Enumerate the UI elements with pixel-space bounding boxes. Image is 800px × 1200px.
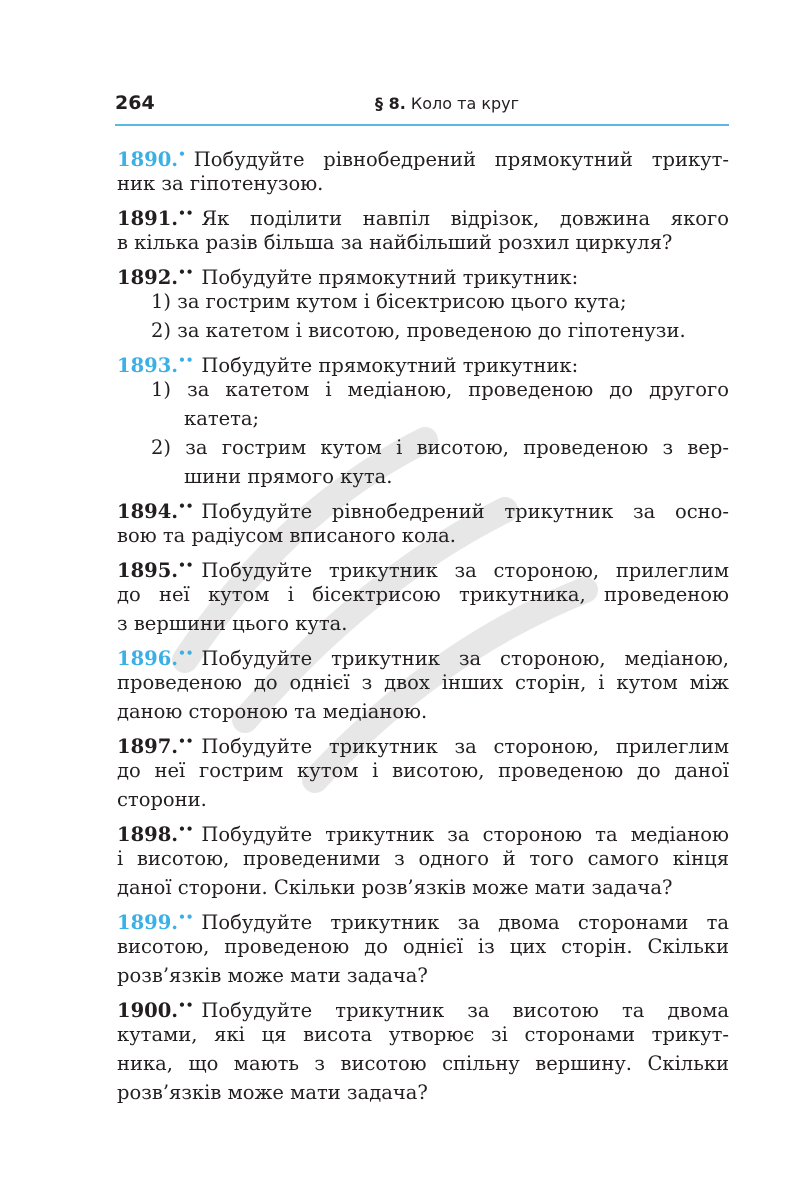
problem-1897 — [117, 727, 729, 814]
problem-text-line: до неї гострим кутом і висотою, проведеною до даної — [117, 759, 729, 782]
problem-text-line: в кілька разів більша за найбільший розхил циркуля? — [117, 231, 673, 254]
problem-text-line: сторони. — [117, 788, 207, 811]
problem-text-line: даної сторони. Скільки розв’язків може мати задача? — [117, 876, 673, 899]
problem-1890 — [117, 140, 729, 198]
sub-items — [117, 375, 729, 491]
sub-item-continuation: катета; — [184, 407, 260, 430]
problem-text-line: Побудуйте рівнобедрений прямокутний трикут- — [193, 148, 729, 171]
difficulty-mark: •• — [178, 822, 194, 836]
problem-1900 — [117, 991, 729, 1107]
problem-text-line: висотою, проведеною до однієї із цих сторін. Скільки — [117, 935, 729, 958]
sub-item: 2) за гострим кутом і висотою, проведеною з вер- — [151, 436, 729, 459]
problem-list — [117, 140, 729, 1108]
sub-item: 1) за гострим кутом і бісектрисою цього кута; — [151, 290, 627, 313]
problem-text-line: Як поділити навпіл відрізок, довжина якого — [201, 207, 729, 230]
problem-text-line: вою та радіусом вписаного кола. — [117, 524, 456, 547]
problem-text-line: даною стороною та медіаною. — [117, 700, 428, 723]
difficulty-mark: •• — [178, 206, 194, 220]
problem-text-line: розв’язків може мати задача? — [117, 1081, 428, 1104]
problem-text-line: Побудуйте трикутник за стороною, прилеглим — [201, 559, 729, 582]
problem-text-line: ника, що мають з висотою спільну вершину. Скільки — [117, 1052, 729, 1075]
sub-items — [117, 287, 729, 345]
running-title — [375, 94, 519, 113]
problem-number: 1898. — [117, 823, 179, 846]
problem-text-line: Побудуйте рівнобедрений трикутник за осно- — [201, 500, 729, 523]
problem-1898 — [117, 815, 729, 902]
problem-number: 1899. — [117, 911, 179, 934]
sub-item-continuation: шини прямого кута. — [184, 465, 393, 488]
section-number: § 8. — [375, 94, 406, 113]
page-header — [115, 92, 729, 126]
problem-number: 1896. — [117, 647, 179, 670]
problem-text-line: Побудуйте трикутник за стороною, прилеглим — [201, 735, 729, 758]
problem-1893 — [117, 346, 729, 491]
section-title: Коло та круг — [410, 94, 520, 113]
difficulty-mark: •• — [178, 734, 194, 748]
difficulty-mark: •• — [178, 558, 194, 572]
problem-text-line: Побудуйте трикутник за висотою та двома — [201, 999, 729, 1022]
sub-item: 1) за катетом і медіаною, проведеною до другого — [151, 378, 729, 401]
sub-item: 2) за катетом і висотою, проведеною до гіпотенузи. — [151, 319, 686, 342]
problem-text-line: проведеною до однієї з двох інших сторін, і кутом між — [117, 671, 729, 694]
difficulty-mark: •• — [178, 265, 194, 279]
problem-1896 — [117, 639, 729, 726]
problem-text-line: і висотою, проведеними з одного й того самого кінця — [117, 847, 729, 870]
problem-number: 1895. — [117, 559, 179, 582]
problem-1894 — [117, 492, 729, 550]
problem-1895 — [117, 551, 729, 638]
difficulty-mark: •• — [178, 910, 194, 924]
problem-text-line: розв’язків може мати задача? — [117, 964, 428, 987]
problem-number: 1893. — [117, 354, 179, 377]
problem-text-line: Побудуйте трикутник за двома сторонами та — [201, 911, 729, 934]
difficulty-mark: • — [178, 147, 186, 161]
difficulty-mark: •• — [178, 998, 194, 1012]
problem-text-line: Побудуйте трикутник за стороною, медіаною, — [201, 647, 729, 670]
problem-1892 — [117, 258, 729, 345]
page-number: 264 — [115, 92, 155, 114]
difficulty-mark: •• — [178, 499, 194, 513]
problem-text-line: з вершини цього кута. — [117, 612, 348, 635]
problem-text-line: ник за гіпотенузою. — [117, 172, 324, 195]
problem-text-line: кутами, які ця висота утворює зі сторонами трикут- — [117, 1023, 729, 1046]
problem-text-line: Побудуйте прямокутний трикутник: — [201, 354, 579, 377]
problem-number: 1890. — [117, 148, 179, 171]
problem-number: 1892. — [117, 266, 179, 289]
problem-1891 — [117, 199, 729, 257]
difficulty-mark: •• — [178, 353, 194, 367]
difficulty-mark: •• — [178, 646, 194, 660]
problem-number: 1897. — [117, 735, 179, 758]
problem-text-line: до неї кутом і бісектрисою трикутника, проведеною — [117, 583, 729, 606]
problem-text-line: Побудуйте прямокутний трикутник: — [201, 266, 579, 289]
problem-number: 1891. — [117, 207, 179, 230]
problem-number: 1900. — [117, 999, 179, 1022]
problem-text-line: Побудуйте трикутник за стороною та медіаною — [201, 823, 729, 846]
problem-number: 1894. — [117, 500, 179, 523]
problem-1899 — [117, 903, 729, 990]
